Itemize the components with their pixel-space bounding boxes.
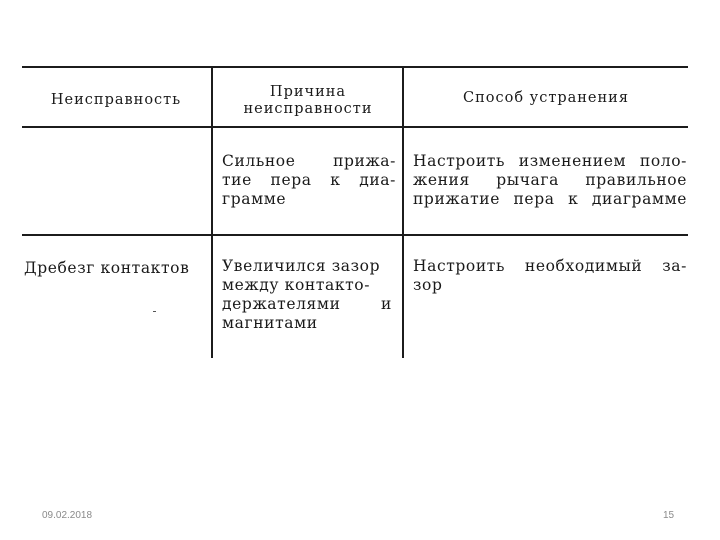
header-cause <box>216 84 400 118</box>
footer-page-number: 15 <box>663 510 675 521</box>
header-cause-line-2: неисправности <box>243 101 373 117</box>
header-remedy-line: Способ устранения <box>462 90 629 106</box>
row2-remedy-line-1: Настроить необходимый за- <box>413 257 687 275</box>
row2-remedy <box>413 257 687 295</box>
row2-cause-line-4: магнитами <box>222 314 318 332</box>
row2-cause-line-3: держателями и <box>222 295 392 313</box>
header-fault-line: Неисправность <box>50 92 182 108</box>
row1-cause-line-2: тие пера к диа- <box>222 171 396 189</box>
column-divider-2 <box>402 66 404 358</box>
row2-cause-line-2: между контакто- <box>222 276 371 294</box>
row1-cause-line-3: грамме <box>222 190 287 208</box>
row1-remedy <box>413 152 687 209</box>
row2-fault <box>24 259 209 278</box>
row1-remedy-line-3: прижатие пера к диаграмме <box>413 190 687 208</box>
header-cause-line-1: Причина <box>269 84 347 100</box>
row-divider-rule <box>22 234 688 236</box>
column-divider-1 <box>211 66 213 358</box>
row2-cause-line-1: Увеличился зазор <box>222 257 381 275</box>
row1-cause-line-1: Сильное прижа- <box>222 152 396 170</box>
table-top-rule <box>22 66 688 68</box>
row1-remedy-line-2: жения рычага правильное <box>413 171 687 189</box>
row1-remedy-line-1: Настроить изменением поло- <box>413 152 687 170</box>
row2-fault-line-1: Дребезг контактов <box>24 259 190 277</box>
row2-cause <box>222 257 392 333</box>
row1-cause <box>222 152 396 209</box>
footer-date: 09.02.2018 <box>42 510 93 521</box>
header-remedy <box>406 90 686 107</box>
header-bottom-rule <box>22 126 688 128</box>
header-fault <box>26 92 206 109</box>
stray-dot <box>153 311 156 312</box>
row2-remedy-line-2: зор <box>413 276 443 294</box>
